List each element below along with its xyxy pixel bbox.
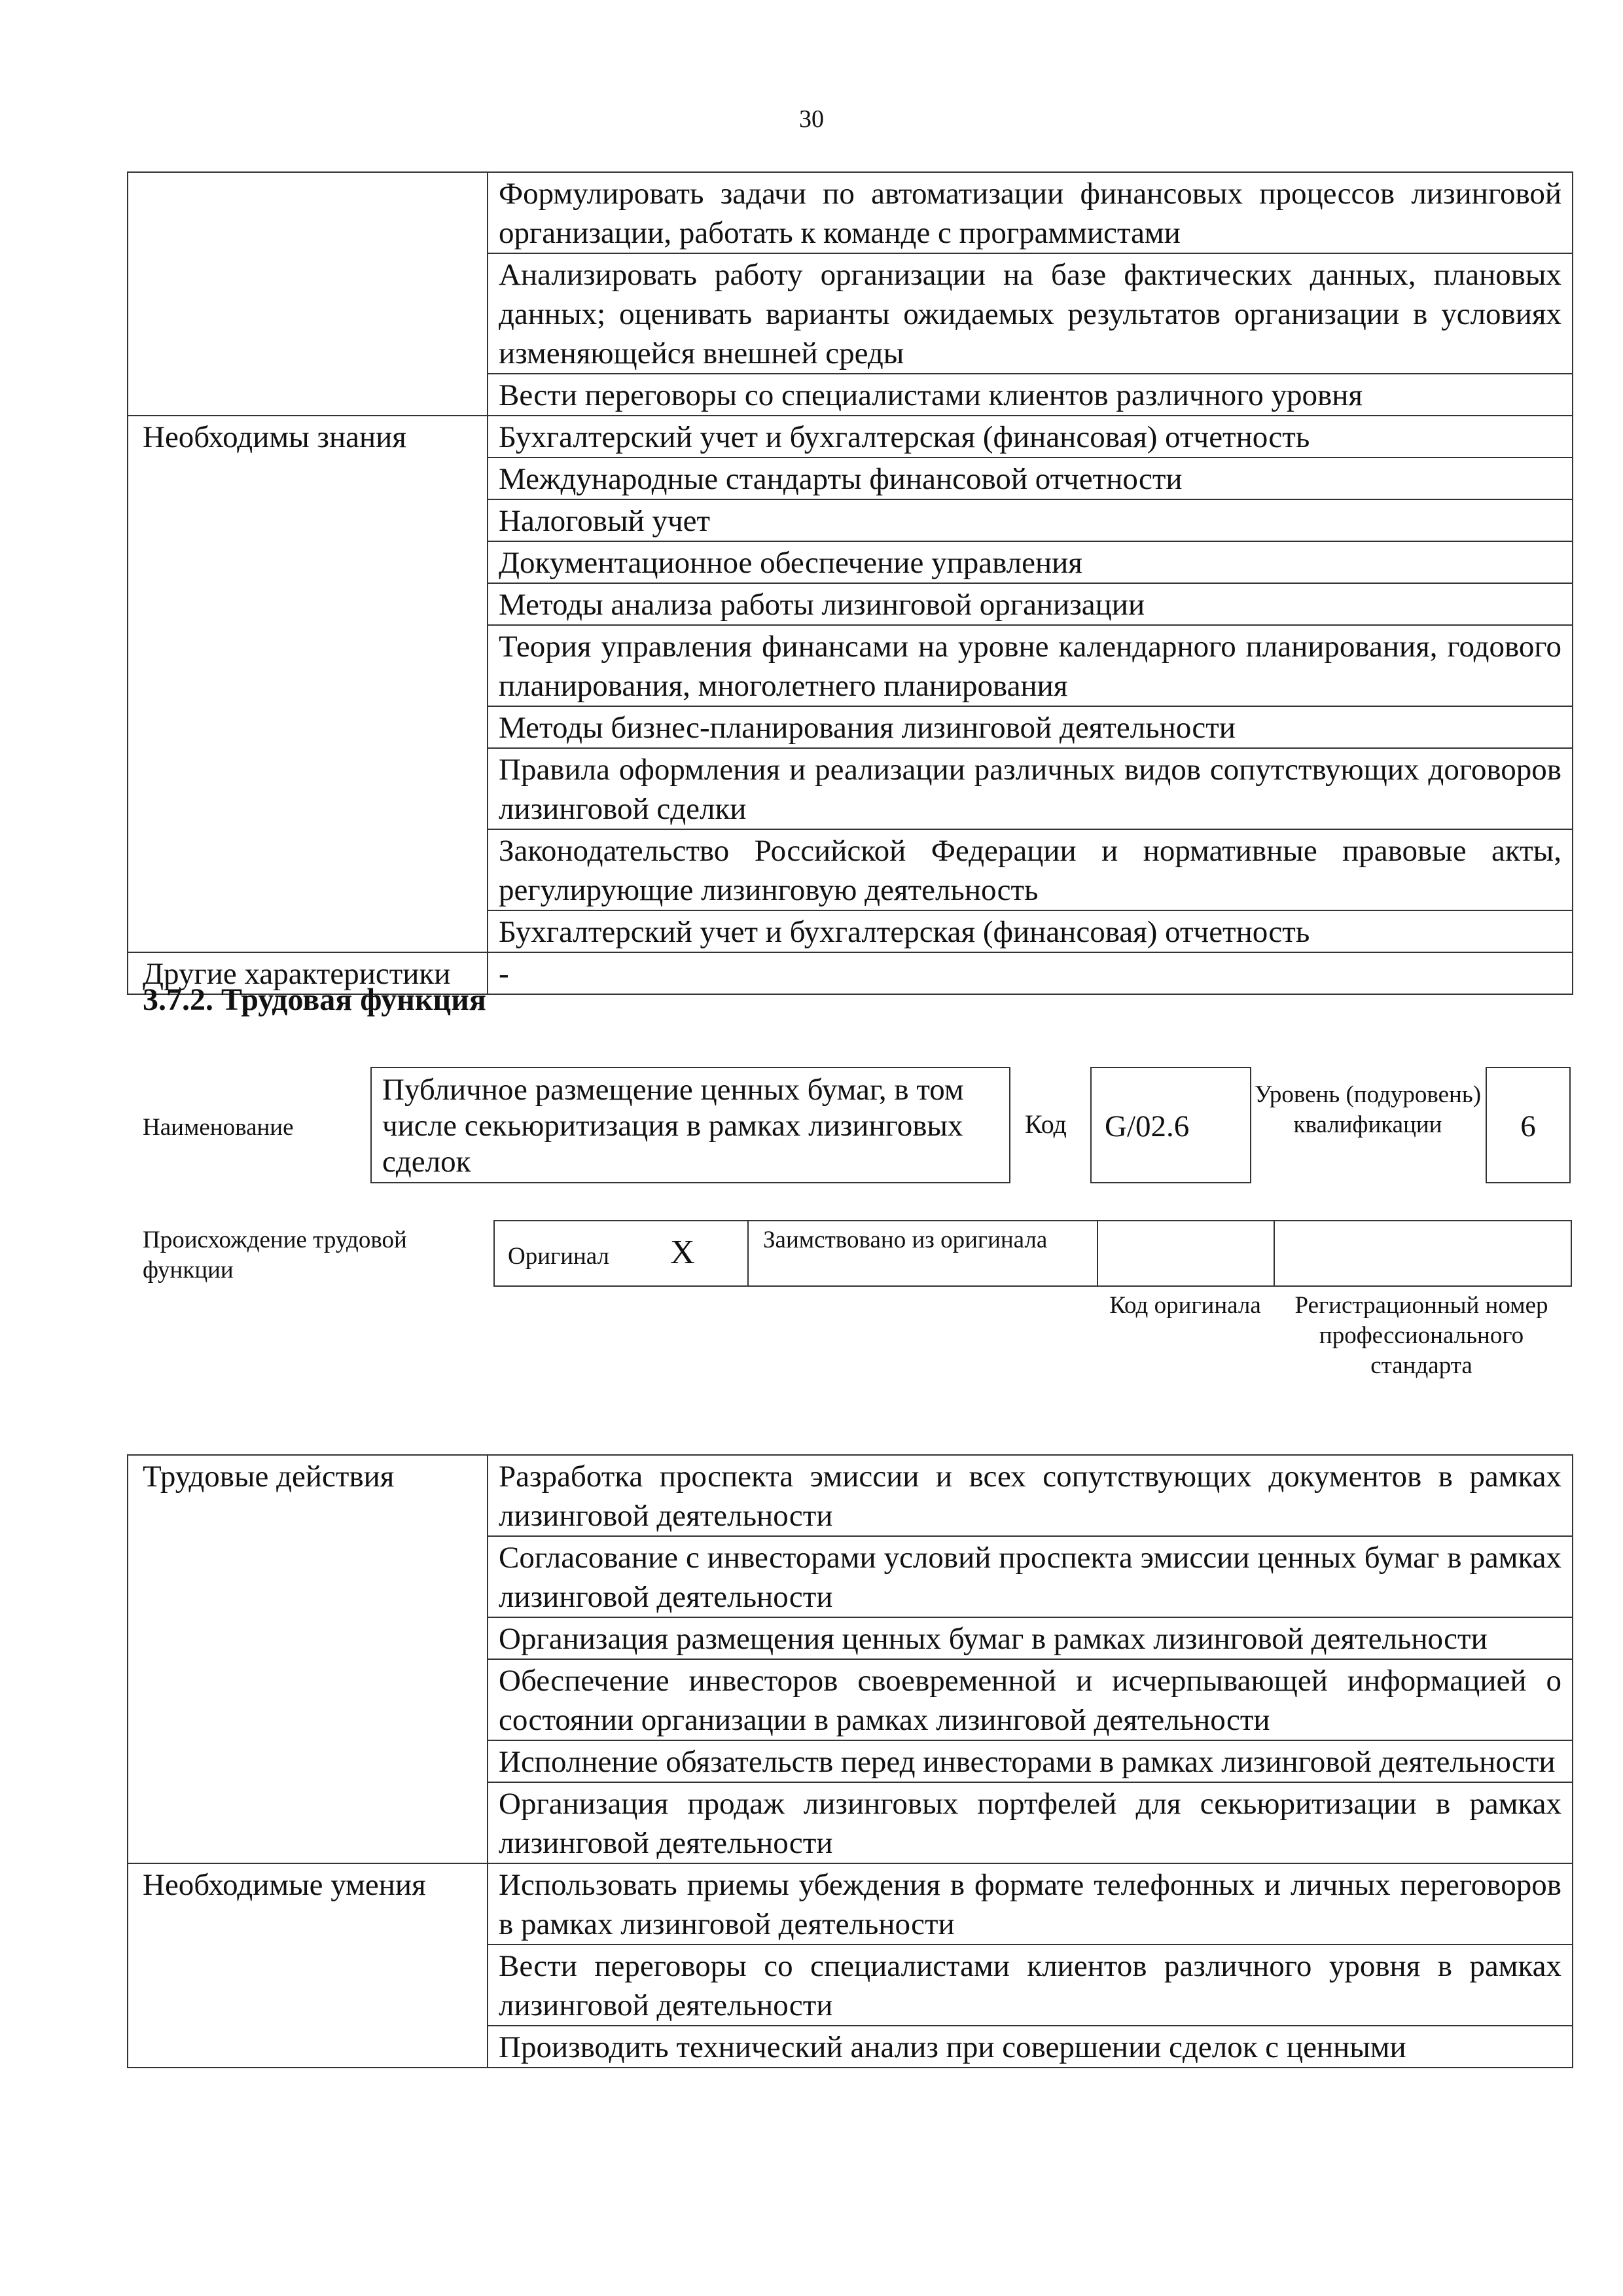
row-text: Законодательство Российской Федерации и нормативные правовые акты, регулирующие лизинговую деятельность [488,829,1573,910]
row-text: Правила оформления и реализации различных видов сопутствующих договоров лизинговой сделки [488,748,1573,829]
row-text: Анализировать работу организации на базе фактических данных, плановых данных; оценивать варианты ожидаемых результатов организации в условиях изменяющейся внешней среды [488,253,1573,374]
row-text: Согласование с инвесторами условий проспекта эмиссии ценных бумаг в рамках лизинговой деятельности [488,1536,1573,1617]
code-value: G/02.6 [1090,1067,1251,1183]
origin-table [493,1220,1572,1287]
knowledge-table [127,171,1573,995]
row-text: Методы бизнес-планирования лизинговой деятельности [488,706,1573,748]
origin-reg-cell [1275,1221,1571,1285]
original-mark: X [670,1234,695,1271]
actions-table [127,1454,1573,2068]
row-text: Организация размещения ценных бумаг в рамках лизинговой деятельности [488,1617,1573,1659]
row-text: Обеспечение инвесторов своевременной и исчерпывающей информацией о состоянии организации в рамках лизинговой деятельности [488,1659,1573,1740]
row-text: Формулировать задачи по автоматизации финансовых процессов лизинговой организации, работать к команде с программистами [488,172,1573,253]
row-label-actions: Трудовые действия [128,1455,488,1863]
name-value: Публичное размещение ценных бумаг, в том числе секьюритизация в рамках лизинговых сделок [370,1067,1010,1183]
row-text: Документационное обеспечение управления [488,541,1573,583]
code-caption: Код оригинала [1109,1292,1261,1319]
level-label: Уровень (подуровень) квалификации [1254,1081,1482,1138]
row-text: Бухгалтерский учет и бухгалтерская (финансовая) отчетность [488,910,1573,952]
level-value: 6 [1486,1067,1571,1183]
row-text: Бухгалтерский учет и бухгалтерская (финансовая) отчетность [488,416,1573,457]
row-text: Исполнение обязательств перед инвесторами в рамках лизинговой деятельности [488,1740,1573,1782]
row-text: Международные стандарты финансовой отчетности [488,457,1573,499]
row-text: Методы анализа работы лизинговой организации [488,583,1573,625]
row-label-knowledge: Необходимы знания [128,416,488,952]
row-text: Организация продаж лизинговых портфелей для секьюритизации в рамках лизинговой деятельности [488,1782,1573,1863]
section-title: 3.7.2. Трудовая функция [143,982,486,1017]
page-number: 30 [799,105,824,133]
reg-caption: Регистрационный номер профессионального стандарта [1294,1292,1548,1379]
origin-original-cell [495,1221,749,1285]
table-row [128,416,1573,457]
row-label [128,172,488,416]
borrowed-label: Заимствовано из оригинала [763,1227,1048,1253]
table-row [128,1455,1573,1536]
table-row [128,172,1573,253]
original-label: Оригинал [508,1243,610,1270]
row-text: - [488,952,1573,994]
row-text: Вести переговоры со специалистами клиентов различного уровня в рамках лизинговой деятельности [488,1945,1573,2026]
row-text: Разработка проспекта эмиссии и всех сопутствующих документов в рамках лизинговой деятельности [488,1455,1573,1536]
row-text: Теория управления финансами на уровне календарного планирования, годового планирования, многолетнего планирования [488,625,1573,706]
name-label: Наименование [143,1114,294,1141]
row-text: Использовать приемы убеждения в формате телефонных и личных переговоров в рамках лизинговой деятельности [488,1863,1573,1945]
origin-code-cell [1098,1221,1275,1285]
row-text: Вести переговоры со специалистами клиентов различного уровня [488,374,1573,416]
row-label-skills: Необходимые умения [128,1863,488,2068]
origin-borrowed-cell [749,1221,1098,1285]
table-row [128,1863,1573,1945]
code-label: Код [1025,1109,1067,1139]
origin-label: Происхождение трудовой функции [143,1227,407,1283]
row-text: Налоговый учет [488,499,1573,541]
row-text: Производить технический анализ при совершении сделок с ценными [488,2026,1573,2068]
row-label-other: Другие характеристики [128,952,488,994]
